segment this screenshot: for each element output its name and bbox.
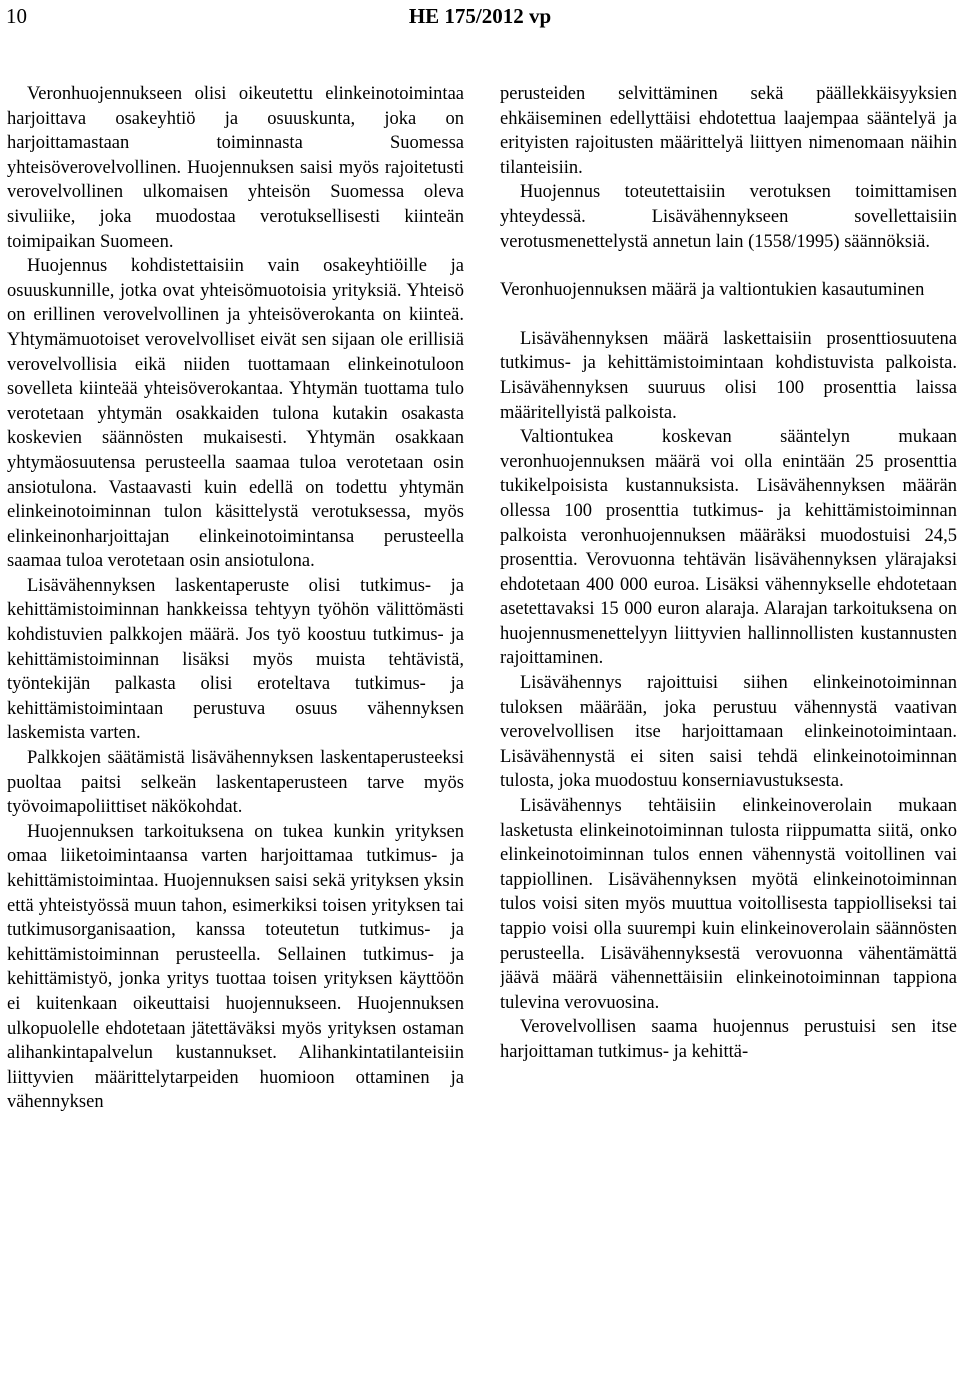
body-paragraph: Verovelvollisen saama huojennus perustuisi sen itse harjoittaman tutkimus- ja kehittä-: [500, 1017, 957, 1062]
page-number: 10: [6, 4, 27, 28]
section-heading: Veronhuojennuksen määrä ja valtiontukien kasautuminen: [500, 280, 925, 301]
body-paragraph: Huojennus kohdistettaisiin vain osakeyhtiöille ja osuuskunnille, jotka ovat yhteisömuotoisia yrityksiä. Yhteisö on erillinen verovelvollinen ja yhteisöverokanta on kiinteä. Yhtymämuotoiset verovelvolliset eivät sen sijaan ole erillisiä verovelvollisia eikä niiden tuottamaan elinkeinotuloon sovelleta kiinteää yhteisöverokantaa. Yhtymän tuottama tulo verotetaan yhtymän osakkaiden tulona kutakin osakasta koskevien säännösten mukaisesti. Yhtymän osakkaan yhtymäosuutensa perusteella saamaa tuloa verotetaan osin ansiotulona. Vastaavasti kuin edellä on todettu yhtymän elinkeinotoiminnan tulon käsittelystä verotuksessa, myös elinkeinonharjoittajan elinkeinotoimintansa perusteella saamaa tuloa verotetaan osin ansiotulona.: [7, 256, 464, 572]
body-paragraph: Lisävähennyksen laskentaperuste olisi tutkimus- ja kehittämistoiminnan hankkeissa tehtyyn työhön välittömästi kohdistuvien palkkojen määrä. Jos työ koostuu tutkimus- ja kehittämistoiminnan lisäksi myös muista tehtävistä, työntekijän palkasta olisi eroteltava tutkimus- ja kehittämistoimintaan perustuva osuus vähennyksen laskemista varten.: [7, 575, 464, 744]
body-paragraph: Lisävähennyksen määrä laskettaisiin prosenttiosuutena tutkimus- ja kehittämistoimintaan kohdistuvista palkoista. Lisävähennyksen suuruus olisi 100 prosenttia laissa määritellyistä palkoista.: [500, 328, 957, 423]
continued-paragraph: perusteiden selvittäminen sekä päällekkäisyyksien ehkäiseminen edellyttäisi ehdotettua laajempaa sääntelyä ja erityisten rajoitusten määrittelyä liittyen nimenomaan näihin tilanteisiin.: [500, 84, 957, 178]
body-paragraph: Lisävähennys rajoittuisi siihen elinkeinotoiminnan tuloksen määrään, joka perustuu vähennystä vaativan verovelvollisen itse harjoittamaan elinkeinotoimintaan. Lisävähennystä ei siten saisi tehdä elinkeinotoiminnan tulosta, joka muodostuu konserniavustuksesta.: [500, 673, 957, 792]
body-paragraph: Lisävähennys tehtäisiin elinkeinoverolain mukaan lasketusta elinkeinotoiminnan tulosta riippumatta siitä, onko elinkeinotoiminnan tulos ennen vähennystä voitollinen vai tappiollinen. Lisävähennyksen myötä elinkeinotoiminnan tulos voisi siten myös muuttua voitollisesta tappiolliseksi tai tappio voisi olla suurempi kuin elinkeinoverolain säännösten perusteella. Lisävähennyksestä verovuonna vähentämättä jäävä määrä vähennettäisiin elinkeinotoiminnan tappiona tulevina verovuosina.: [500, 796, 957, 1013]
body-paragraph: Palkkojen säätämistä lisävähennyksen laskentaperusteeksi puoltaa paitsi selkeän laskentaperusteen tarve myös työvoimapoliittiset näkökohdat.: [7, 748, 464, 818]
body-paragraph: Valtiontukea koskevan sääntelyn mukaan veronhuojennuksen määrä voi olla enintään 25 prosenttia tukikelpoisista kustannuksista. Lisävähennyksen määrän ollessa 100 prosenttia tutkimus- ja kehittämistoiminnan palkoista veronhuojennuksen määräksi muodostuisi 24,5 prosenttia. Verovuonna tehtävän lisävähennyksen ylärajaksi ehdotetaan 400 000 euroa. Lisäksi vähennykselle ehdotetaan asetettavaksi 15 000 euron alaraja. Alarajan tarkoituksena on huojennusmenettelyyn liittyvien hallinnollisten kustannusten rajoittaminen.: [500, 427, 957, 669]
body-paragraph: Huojennuksen tarkoituksena on tukea kunkin yrityksen omaa liiketoimintaansa varten harjoittamaa tutkimus- ja kehittämistoimintaa. Huojennuksen saisi sekä yrityksen yksin että yhteistyössä muun tahon, esimerkiksi toisen yrityksen tai tutkimusorganisaation, kanssa toteutetun tutkimus- ja kehittämistoiminnan perusteella. Sellainen tutkimus- ja kehittämistyö, jonka yritys tuottaa toisen yrityksen käyttöön ei kuitenkaan oikeuttaisi huojennukseen. Huojennuksen ulkopuolelle ehdotetaan jätettäväksi myös yrityksen ostaman alihankintapalvelun kustannukset. Alihankintatilanteisiin liittyvien määrittelytarpeiden huomioon ottaminen ja vähennyksen: [7, 821, 464, 1113]
left-column: [7, 82, 464, 1390]
document-reference: HE 175/2012 vp: [408, 4, 552, 28]
body-paragraph: Veronhuojennukseen olisi oikeutettu elinkeinotoimintaa harjoittava osakeyhtiö ja osuuskunta, joka on harjoittamastaan toiminnasta Suomessa yhteisöverovelvollinen. Huojennuksen saisi myös rajoitetusti verovelvollinen ulkomaisen yhteisön Suomessa oleva sivuliike, joka muodostaa verotuksellisesti kiinteän toimipaikan Suomeen.: [7, 84, 464, 252]
page-header: [0, 0, 960, 40]
body-paragraph: Huojennus toteutettaisiin verotuksen toimittamisen yhteydessä. Lisävähennykseen sovellettaisiin verotusmenettelystä annetun lain (1558/1995) säännöksiä.: [500, 182, 957, 252]
right-column: [500, 82, 957, 1390]
